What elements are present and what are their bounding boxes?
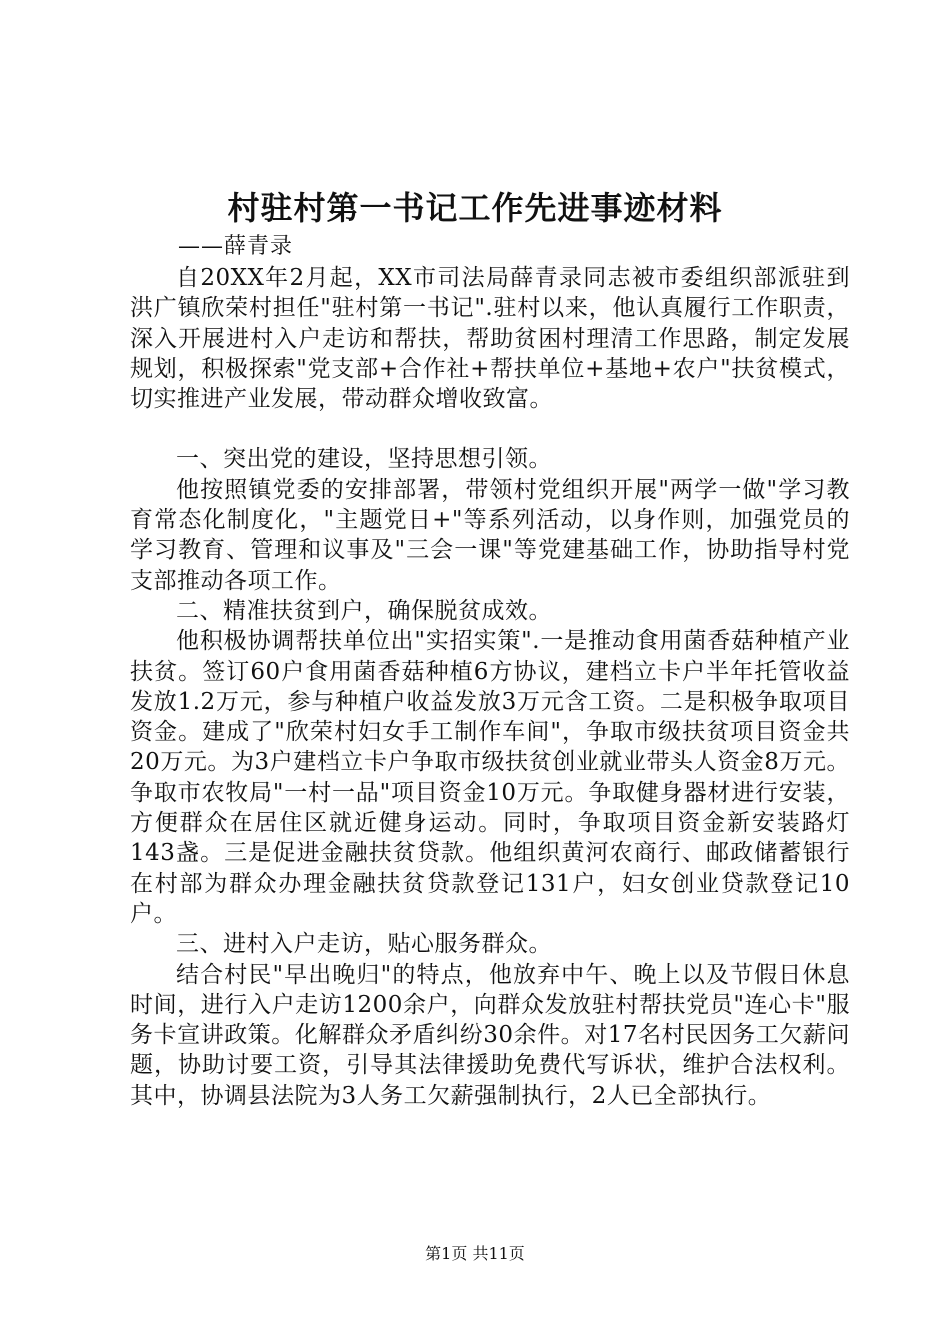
paragraph-section-2: 他积极协调帮扶单位出"实招实策".一是推动食用菌香菇种植产业扶贫。签订60户食用菌香菇种植6方协议，建档立卡户半年托管收益发放1.2万元，参与种植户收益发放3万元含工资。二是积极争取项目资金。建成了"欣荣村妇女手工制作车间"，争取市级扶贫项目资金共20万元。为3户建档立卡户争取市级扶贫创业就业带头人资金8万元。争取市农牧局"一村一品"项目资金10万元。争取健身器材进行安装，方便群众在居住区就近健身运动。同时，争取项目资金新安装路灯143盏。三是促进金融扶贫贷款。他组织黄河农商行、邮政储蓄银行在村部为群众办理金融扶贫贷款登记131户，妇女创业贷款登记10户。 <box>130 628 850 927</box>
paragraph-section-1: 他按照镇党委的安排部署，带领村党组织开展"两学一做"学习教育常态化制度化，"主题党日+"等系列活动，以身作则，加强党员的学习教育、管理和议事及"三会一课"等党建基础工作，协助指导村党支部推动各项工作。 <box>130 476 850 594</box>
document-author: ——薛青录 <box>178 234 294 259</box>
document-body <box>130 263 850 1111</box>
page-footer: 第1页 共11页 <box>425 1244 525 1263</box>
paragraph-section-3: 结合村民"早出晚归"的特点，他放弃中午、晚上以及节假日休息时间，进行入户走访1200余户，向群众发放驻村帮扶党员"连心卡"服务卡宣讲政策。化解群众矛盾纠纷30余件。对17名村民因务工欠薪问题，协助讨要工资，引导其法律援助免费代写诉状，维护合法权利。其中，协调县法院为3人务工欠薪强制执行，2人已全部执行。 <box>130 961 850 1109</box>
section-heading-3: 三、进村入户走访，贴心服务群众。 <box>176 931 552 958</box>
document-title: 村驻村第一书记工作先进事迹材料 <box>227 189 723 227</box>
section-heading-1: 一、突出党的建设，坚持思想引领。 <box>176 446 552 473</box>
section-heading-2: 二、精准扶贫到户，确保脱贫成效。 <box>176 597 552 624</box>
paragraph-intro: 自20XX年2月起，XX市司法局薛青录同志被市委组织部派驻到洪广镇欣荣村担任"驻村第一书记".驻村以来，他认真履行工作职责，深入开展进村入户走访和帮扶，帮助贫困村理清工作思路，制定发展规划，积极探索"党支部+合作社+帮扶单位+基地+农户"扶贫模式，切实推进产业发展，带动群众增收致富。 <box>130 265 850 413</box>
